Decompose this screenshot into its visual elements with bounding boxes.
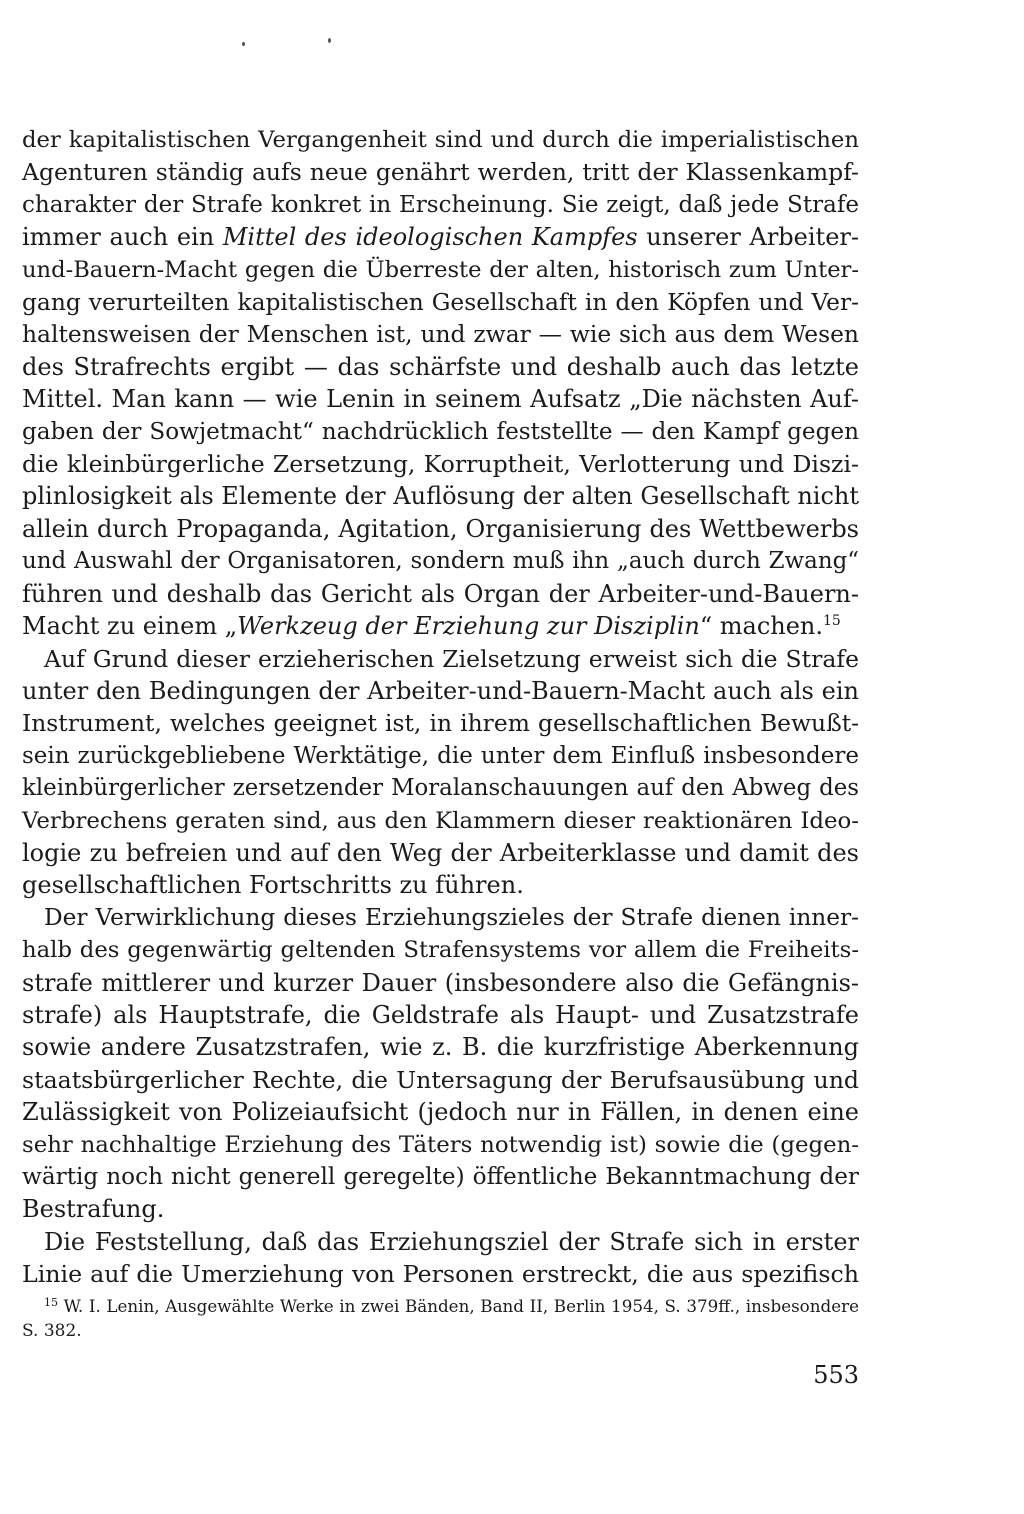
text-run: Macht zu einem „ [22,612,238,641]
text-line: Mittel. Man kann — wie Lenin in seinem Aufsatz „Die nächsten Auf- [22,385,859,414]
text-run: immer auch ein [22,223,223,252]
footnote-reference[interactable]: 15 [823,613,841,630]
body-text [22,124,859,1291]
paragraph-1 [22,124,859,643]
text-line: die kleinbürgerliche Zersetzung, Korruptheit, Verlotterung und Diszi- [22,450,859,479]
text-line: gang verurteilten kapitalistischen Gesellschaft in den Köpfen und Ver- [22,288,859,317]
text-line: unter den Bedingungen der Arbeiter-und-Bauern-Macht auch als ein [22,676,859,705]
text-line: staatsbürgerlicher Rechte, die Untersagung der Berufsausübung und [22,1065,859,1094]
text-line: haltensweisen der Menschen ist, und zwar — wie sich aus dem Wesen [22,320,859,349]
text-line [22,221,859,253]
text-line: Bestrafung. [22,1195,165,1224]
text-line: sowie andere Zusatzstrafen, wie z. B. die kurzfristige Aberkennung [22,1033,859,1062]
text-line: wärtig noch nicht generell geregelte) öffentliche Bekanntmachung der [22,1163,859,1190]
page-number: 553 [813,1361,859,1389]
footnote-line [22,1294,859,1319]
text-line: logie zu befreien und auf den Weg der Arbeiterklasse und damit des [22,838,859,867]
footnote-line: S. 382. [22,1321,82,1341]
print-specks [236,38,346,50]
text-line: strafe mittlerer und kurzer Dauer (insbesondere also die Gefängnis- [22,968,859,997]
text-line: gesellschaftlichen Fortschritts zu führen. [22,871,524,900]
paragraph-4 [22,1226,859,1291]
text-line: Instrument, welches geeignet ist, in ihrem gesellschaftlichen Bewußt- [22,709,859,738]
text-run: “ machen. [699,612,824,641]
italic-phrase: Mittel des ideologischen Kampfes [222,223,638,252]
footnote-text: W. I. Lenin, Ausgewählte Werke in zwei Bänden, Band II, Berlin 1954, S. 379ff., insbesondere [58,1296,859,1316]
text-line: gaben der Sowjetmacht“ nachdrücklich feststellte — den Kampf gegen [22,418,859,445]
text-line: allein durch Propaganda, Agitation, Organisierung des Wettbewerbs [22,514,859,543]
text-line: kleinbürgerlicher zersetzender Moralanschauungen auf den Abweg des [22,775,859,802]
text-line: Der Verwirklichung dieses Erziehungszieles der Strafe dienen inner- [44,903,859,931]
text-line: der kapitalistischen Vergangenheit sind und durch die imperialistischen [22,127,859,153]
italic-phrase: Werkzeug der Erziehung zur Disziplin [237,612,700,641]
text-line: strafe) als Hauptstrafe, die Geldstrafe als Haupt- und Zusatzstrafe [22,1000,859,1029]
text-line: halb des gegenwärtig geltenden Strafensystems vor allem die Freiheits- [22,937,859,964]
text-line: sehr nachhaltige Erziehung des Täters notwendig ist) sowie die (gegen- [22,1131,859,1158]
text-line: Die Feststellung, daß das Erziehungsziel der Strafe sich in erster [44,1227,859,1256]
text-line: und Auswahl der Organisatoren, sondern muß ihn „auch durch Zwang“ [22,548,859,575]
text-run: unserer Arbeiter- [637,223,859,252]
text-line: Auf Grund dieser erzieherischen Zielsetzung erweist sich die Strafe [44,644,859,673]
paragraph-3 [22,902,859,1226]
text-line: Linie auf die Umerziehung von Personen erstreckt, die aus spezifisch [22,1260,859,1289]
text-line [22,610,859,642]
text-line: Zulässigkeit von Polizeiaufsicht (jedoch nur in Fällen, in denen eine [22,1098,859,1127]
footnote-marker: 15 [44,1296,58,1309]
text-line: des Strafrechts ergibt — das schärfste und deshalb auch das letzte [22,352,859,381]
text-line: plinlosigkeit als Elemente der Auflösung der alten Gesellschaft nicht [22,482,859,511]
text-line: Verbrechens geraten sind, aus den Klammern dieser reaktionären Ideo- [22,807,859,834]
paragraph-2 [22,643,859,902]
text-line: sein zurückgebliebene Werktätige, die unter dem Einfluß insbesondere [22,742,859,769]
text-line: Agenturen ständig aufs neue genährt werden, tritt der Klassenkampf- [22,158,859,187]
text-line: und-Bauern-Macht gegen die Überreste der alten, historisch zum Unter- [22,256,859,283]
text-line: führen und deshalb das Gericht als Organ der Arbeiter-und-Bauern- [22,579,859,608]
text-line: charakter der Strafe konkret in Erscheinung. Sie zeigt, daß jede Strafe [22,191,859,218]
footnote [22,1294,859,1344]
